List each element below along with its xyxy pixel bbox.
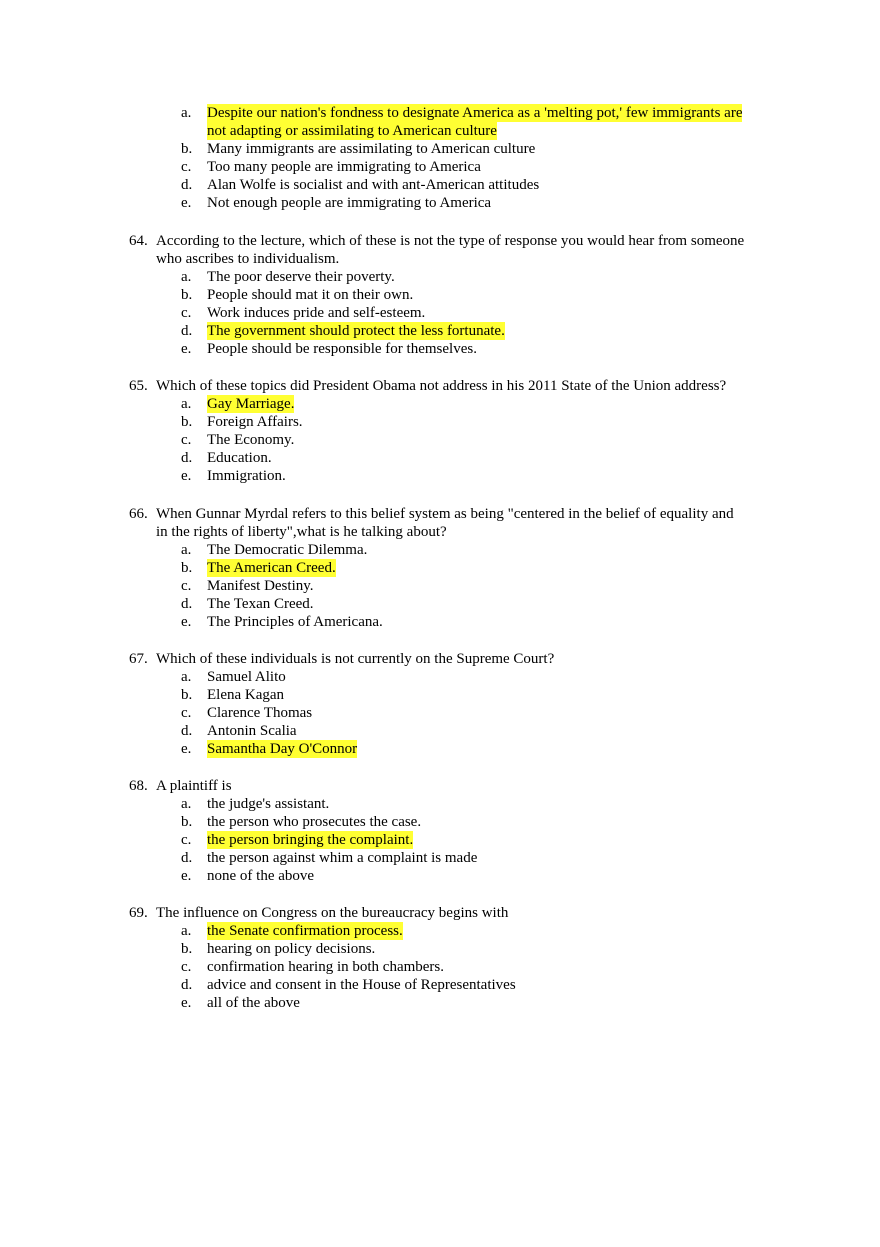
option-letter: e.: [181, 468, 192, 484]
option-letter: e.: [181, 868, 192, 884]
question-line: [0, 377, 880, 395]
option-text: People should mat it on their own.: [207, 287, 414, 303]
option-text: Too many people are immigrating to America: [207, 159, 481, 175]
option-text-highlighted: not adapting or assimilating to American culture: [207, 123, 497, 139]
option-row: [0, 176, 880, 194]
option-row: [0, 686, 880, 704]
option-row: [0, 867, 880, 885]
question-text: When Gunnar Myrdal refers to this belief system as being "centered in the belief of equality and: [156, 506, 734, 522]
option-text: Clarence Thomas: [207, 705, 313, 721]
option-text: Alan Wolfe is socialist and with ant-American attitudes: [207, 177, 540, 193]
option-letter: d.: [181, 450, 193, 466]
question-number: 68.: [129, 778, 148, 794]
option-row: [0, 194, 880, 212]
question-number: 67.: [129, 651, 148, 667]
option-row: [0, 613, 880, 631]
option-row: [0, 704, 880, 722]
question-text: A plaintiff is: [156, 778, 232, 794]
question-68: [0, 777, 880, 885]
option-row: [0, 413, 880, 431]
option-row: [0, 958, 880, 976]
option-row: [0, 395, 880, 413]
option-text-highlighted: Despite our nation's fondness to designate America as a 'melting pot,' few immigrants are: [207, 105, 743, 121]
option-letter: c.: [181, 305, 192, 321]
option-text: advice and consent in the House of Representatives: [207, 977, 516, 993]
question-text: Which of these individuals is not currently on the Supreme Court?: [156, 651, 555, 667]
option-letter: e.: [181, 741, 192, 757]
option-row: [0, 304, 880, 322]
option-letter: b.: [181, 414, 193, 430]
question-66: [0, 505, 880, 631]
option-letter: e.: [181, 195, 192, 211]
option-text: Foreign Affairs.: [207, 414, 303, 430]
question-line: [0, 777, 880, 795]
question-line: [0, 250, 880, 268]
question-number: 65.: [129, 378, 148, 394]
option-text-highlighted: Samantha Day O'Connor: [207, 741, 358, 757]
question-number: 66.: [129, 506, 148, 522]
option-letter: a.: [181, 269, 192, 285]
option-letter: b.: [181, 814, 193, 830]
question-69: [0, 904, 880, 1012]
option-text: The Democratic Dilemma.: [207, 542, 368, 558]
option-text-highlighted: The government should protect the less fortunate.: [207, 323, 505, 339]
option-letter: d.: [181, 323, 193, 339]
question-67: [0, 650, 880, 758]
option-row: [0, 740, 880, 758]
option-row: [0, 322, 880, 340]
option-row: [0, 668, 880, 686]
option-letter: d.: [181, 596, 193, 612]
option-letter: a.: [181, 105, 192, 121]
option-row: [0, 813, 880, 831]
option-text: Education.: [207, 450, 272, 466]
option-text: all of the above: [207, 995, 300, 1011]
option-text: The Principles of Americana.: [207, 614, 383, 630]
option-row: [0, 922, 880, 940]
question-line: [0, 523, 880, 541]
option-letter: b.: [181, 941, 193, 957]
option-text: The Economy.: [207, 432, 295, 448]
option-row: [0, 467, 880, 485]
option-letter: c.: [181, 832, 192, 848]
option-row: [0, 795, 880, 813]
option-letter: c.: [181, 959, 192, 975]
option-letter: a.: [181, 796, 192, 812]
option-text: Elena Kagan: [207, 687, 285, 703]
question-line: [0, 505, 880, 523]
option-letter: a.: [181, 669, 192, 685]
option-row: [0, 831, 880, 849]
option-row: [0, 559, 880, 577]
option-text-highlighted: the Senate confirmation process.: [207, 923, 403, 939]
option-row: [0, 449, 880, 467]
option-text: Many immigrants are assimilating to American culture: [207, 141, 536, 157]
option-text-highlighted: The American Creed.: [207, 560, 336, 576]
option-row-continuation: [0, 122, 880, 140]
option-text: The Texan Creed.: [207, 596, 314, 612]
question-number: 64.: [129, 233, 148, 249]
option-letter: c.: [181, 705, 192, 721]
question-text: The influence on Congress on the bureaucracy begins with: [156, 905, 509, 921]
question-text: According to the lecture, which of these is not the type of response you would hear from someone: [156, 233, 745, 249]
option-letter: a.: [181, 396, 192, 412]
option-letter: b.: [181, 560, 193, 576]
option-text: Samuel Alito: [207, 669, 286, 685]
option-letter: a.: [181, 542, 192, 558]
option-row: [0, 722, 880, 740]
option-row: [0, 340, 880, 358]
option-letter: b.: [181, 287, 193, 303]
question-64: [0, 232, 880, 358]
option-text: Immigration.: [207, 468, 286, 484]
option-letter: d.: [181, 977, 193, 993]
option-row: [0, 577, 880, 595]
option-text: The poor deserve their poverty.: [207, 269, 395, 285]
option-letter: d.: [181, 850, 193, 866]
option-letter: c.: [181, 159, 192, 175]
question-text: in the rights of liberty",what is he talking about?: [156, 524, 447, 540]
option-text: hearing on policy decisions.: [207, 941, 376, 957]
option-text-highlighted: the person bringing the complaint.: [207, 832, 414, 848]
option-text: the person against whim a complaint is made: [207, 850, 478, 866]
option-text-highlighted: Gay Marriage.: [207, 396, 295, 412]
option-letter: b.: [181, 687, 193, 703]
option-text: the judge's assistant.: [207, 796, 330, 812]
option-letter: e.: [181, 614, 192, 630]
option-text: Antonin Scalia: [207, 723, 297, 739]
question-line: [0, 650, 880, 668]
option-letter: c.: [181, 578, 192, 594]
option-letter: d.: [181, 723, 193, 739]
question-65: [0, 377, 880, 485]
option-row: [0, 140, 880, 158]
option-text: none of the above: [207, 868, 315, 884]
option-letter: c.: [181, 432, 192, 448]
option-text: Manifest Destiny.: [207, 578, 314, 594]
option-row: [0, 104, 880, 122]
question-number: 69.: [129, 905, 148, 921]
option-text: Not enough people are immigrating to America: [207, 195, 492, 211]
option-text: People should be responsible for themselves.: [207, 341, 477, 357]
option-row: [0, 595, 880, 613]
option-text: the person who prosecutes the case.: [207, 814, 422, 830]
option-letter: b.: [181, 141, 193, 157]
option-row: [0, 976, 880, 994]
option-row: [0, 431, 880, 449]
question-line: [0, 904, 880, 922]
option-text: confirmation hearing in both chambers.: [207, 959, 445, 975]
option-text: Work induces pride and self-esteem.: [207, 305, 426, 321]
option-row: [0, 541, 880, 559]
option-letter: d.: [181, 177, 193, 193]
option-row: [0, 940, 880, 958]
option-letter: e.: [181, 341, 192, 357]
option-row: [0, 286, 880, 304]
option-row: [0, 268, 880, 286]
question-text: Which of these topics did President Obama not address in his 2011 State of the Union address?: [156, 378, 727, 394]
option-letter: e.: [181, 995, 192, 1011]
question-text: who ascribes to individualism.: [156, 251, 340, 267]
option-letter: a.: [181, 923, 192, 939]
option-row: [0, 994, 880, 1012]
question-63-options: [0, 104, 880, 212]
question-line: [0, 232, 880, 250]
option-row: [0, 158, 880, 176]
option-row: [0, 849, 880, 867]
